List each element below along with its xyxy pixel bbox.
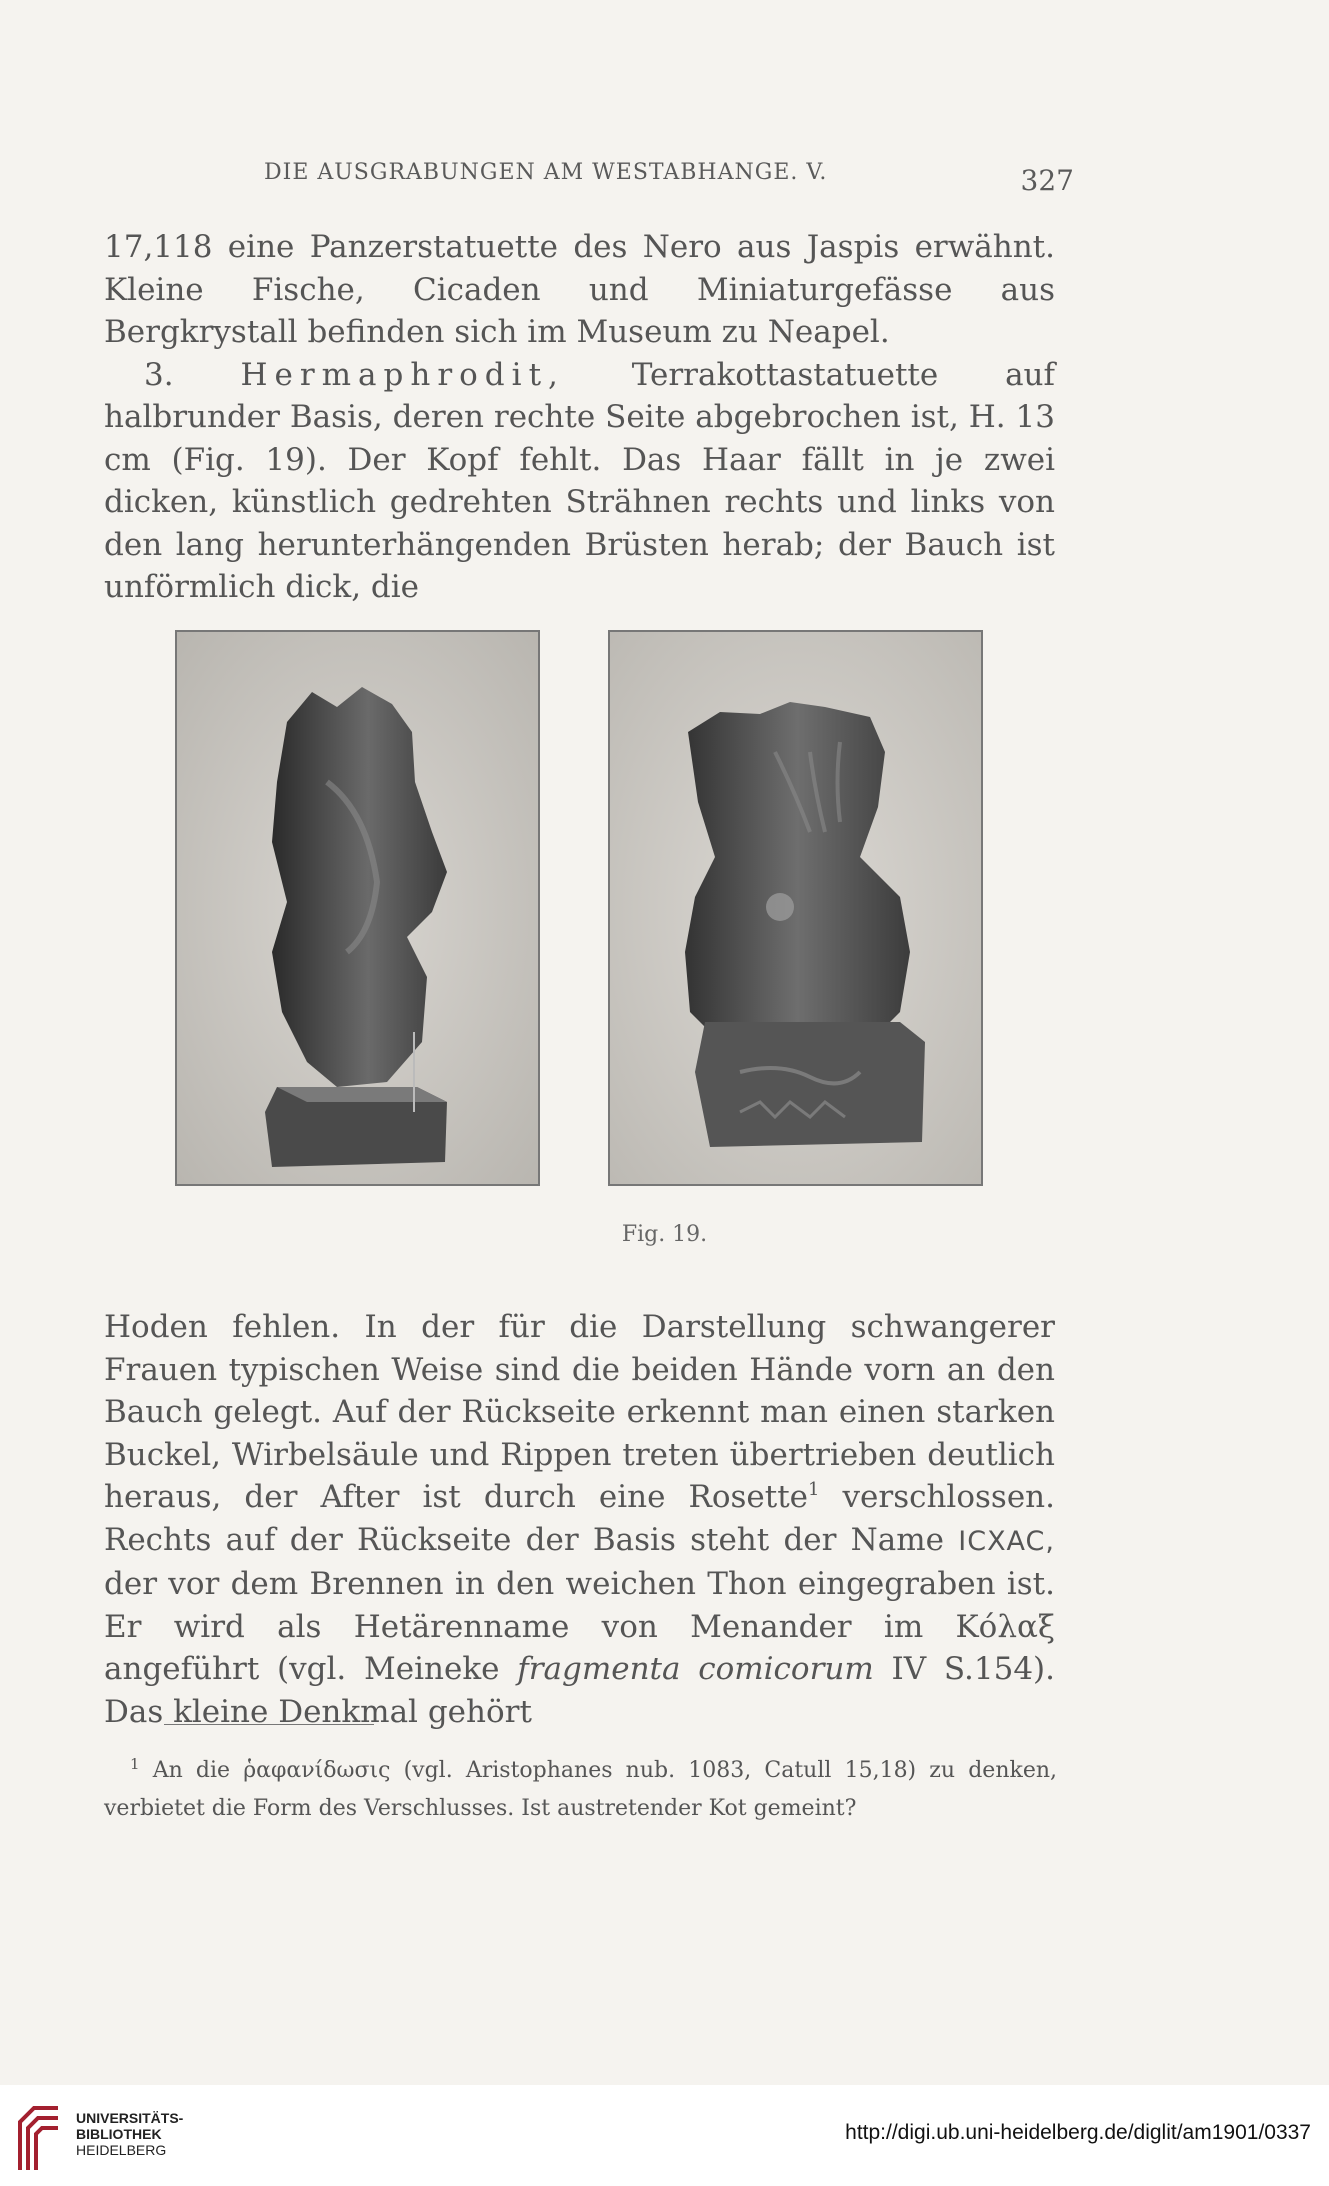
figure-caption: Fig. 19.: [621, 1222, 708, 1247]
paragraph-3: [104, 1306, 1055, 1733]
footnote: [104, 1752, 1057, 1828]
footnote-ref: 1: [808, 1479, 820, 1500]
body-text-top: [104, 226, 1055, 609]
item-number: 3.: [144, 356, 174, 393]
text-segment-1: Hoden fehlen. In der für die Darstellung schwangerer Frauen typischen Weise sind die beiden Hände vorn an den Bauch gelegt. Auf der Rückseite erkennt man einen starken Buckel, Wirbelsäule und Rippen treten übertrieben deutlich heraus, der After ist durch eine Rosette: [104, 1309, 1055, 1515]
footnote-number: 1: [130, 1755, 140, 1773]
inscription-name: ICXAC,: [958, 1525, 1055, 1557]
body-text-bottom: [104, 1306, 1055, 1733]
figure-right-image: [608, 630, 983, 1186]
figure-left-image: [175, 630, 540, 1186]
running-title: DIE AUSGRABUNGEN AM WESTABHANGE. V.: [264, 160, 828, 185]
footer-bar: [0, 2085, 1329, 2186]
logo-line-2: BIBLIOTHEK: [76, 2126, 162, 2142]
logo-line-1: UNIVERSITÄTS-: [76, 2110, 184, 2126]
item-name: Hermaphrodit,: [240, 356, 565, 393]
paragraph-1: 17,118 eine Panzerstatuette des Nero aus Jaspis erwähnt. Kleine Fische, Cicaden und Miniaturgefässe aus Bergkrystall befinden sich im Museum zu Neapel.: [104, 229, 1055, 350]
footnote-text: An die ῥαφανίδωσις (vgl. Aristophanes nub. 1083, Catull 15,18) zu denken, verbietet die Form des Verschlusses. Ist austretender Kot gemeint?: [104, 1758, 1058, 1821]
footnote-rule: [164, 1724, 374, 1725]
source-url-link[interactable]: http://digi.ub.uni-heidelberg.de/diglit/am1901/0337: [845, 2121, 1311, 2144]
page-number: 327: [1020, 164, 1074, 197]
italic-title: fragmenta comicorum: [517, 1651, 874, 1687]
paragraph-2-text: Terrakottastatuette auf halbrunder Basis, deren rechte Seite abgebrochen ist, H. 13 cm (Fig. 19). Der Kopf fehlt. Das Haar fällt in je zwei dicken, künstlich gedrehten Strähnen rechts und links von den lang herunterhängenden Brüsten herab; der Bauch ist unförmlich dick, die: [104, 356, 1055, 605]
logo-line-3: HEIDELBERG: [76, 2142, 167, 2158]
library-logo-text: [76, 2110, 183, 2158]
library-logo-icon: [12, 2100, 62, 2172]
text-segment-3: der vor dem Brennen in den weichen Thon eingegraben ist. Er wird als Hetärenname von Menander im Κόλαξ angeführt (vgl. Meineke: [104, 1566, 1055, 1687]
running-header: [264, 160, 1074, 200]
text-segment-2: verschlossen. Rechts auf der Rückseite der Basis steht der Name: [104, 1479, 1055, 1558]
paragraph-2: [104, 354, 1055, 609]
text-segment-4: IV S.154). Das kleine Denkmal gehört: [104, 1651, 1056, 1730]
